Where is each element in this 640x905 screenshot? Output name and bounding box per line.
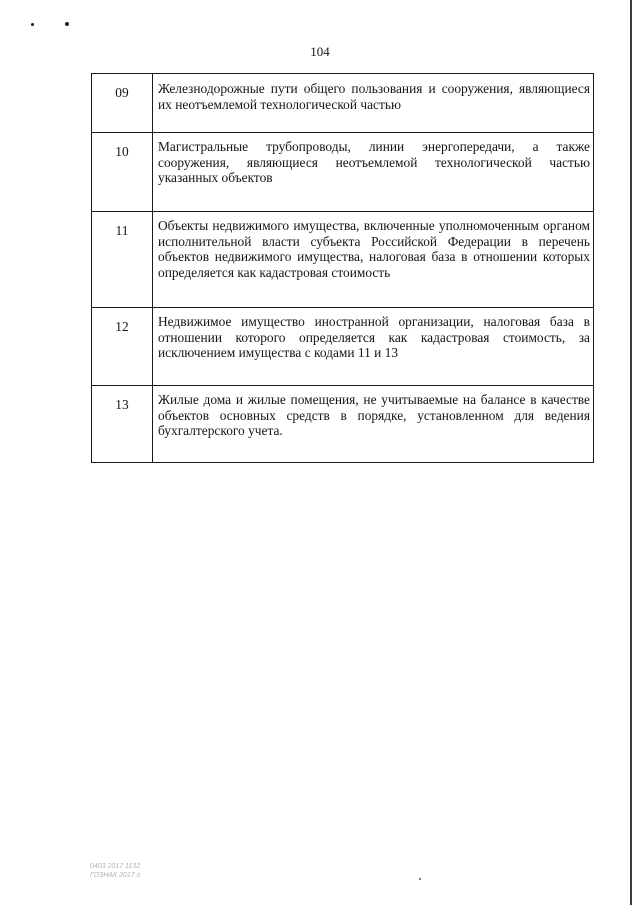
page-edge-line — [630, 0, 632, 905]
scan-mark — [419, 878, 421, 880]
scan-mark — [65, 22, 69, 26]
code-cell: 10 — [92, 133, 153, 212]
description-cell: Объекты недвижимого имущества, включенные уполномоченным органом исполнительной власти субъекта Российской Федерации в перечень объектов недвижимого имущества, налоговая база в отношении которых определяется как кадастровая стоимость — [153, 212, 594, 308]
code-cell: 13 — [92, 386, 153, 463]
property-codes-table — [91, 73, 594, 463]
description-cell: Железнодорожные пути общего пользования и сооружения, являющиеся их неотъемлемой технологической частью — [153, 74, 594, 133]
description-cell: Жилые дома и жилые помещения, не учитываемые на балансе в качестве объектов основных средств в порядке, установленном для ведения бухгалтерского учета. — [153, 386, 594, 463]
code-cell: 09 — [92, 74, 153, 133]
code-cell: 11 — [92, 212, 153, 308]
table-row — [92, 133, 594, 212]
scan-mark — [31, 23, 34, 26]
print-stamp-line: 0403 2017 1132 — [90, 863, 141, 870]
table-row — [92, 74, 594, 133]
print-stamp-line: ГОЗНАК 2017 г. — [90, 872, 143, 879]
table-row — [92, 212, 594, 308]
description-cell: Магистральные трубопроводы, линии энергопередачи, а также сооружения, являющиеся неотъемлемой технологической частью указанных объектов — [153, 133, 594, 212]
page-number: 104 — [310, 44, 330, 59]
table-row — [92, 386, 594, 463]
code-cell: 12 — [92, 308, 153, 386]
table-row — [92, 308, 594, 386]
print-stamp — [90, 862, 142, 880]
description-cell: Недвижимое имущество иностранной организации, налоговая база в отношении которого определяется как кадастровая стоимость, за исключением имущества с кодами 11 и 13 — [153, 308, 594, 386]
